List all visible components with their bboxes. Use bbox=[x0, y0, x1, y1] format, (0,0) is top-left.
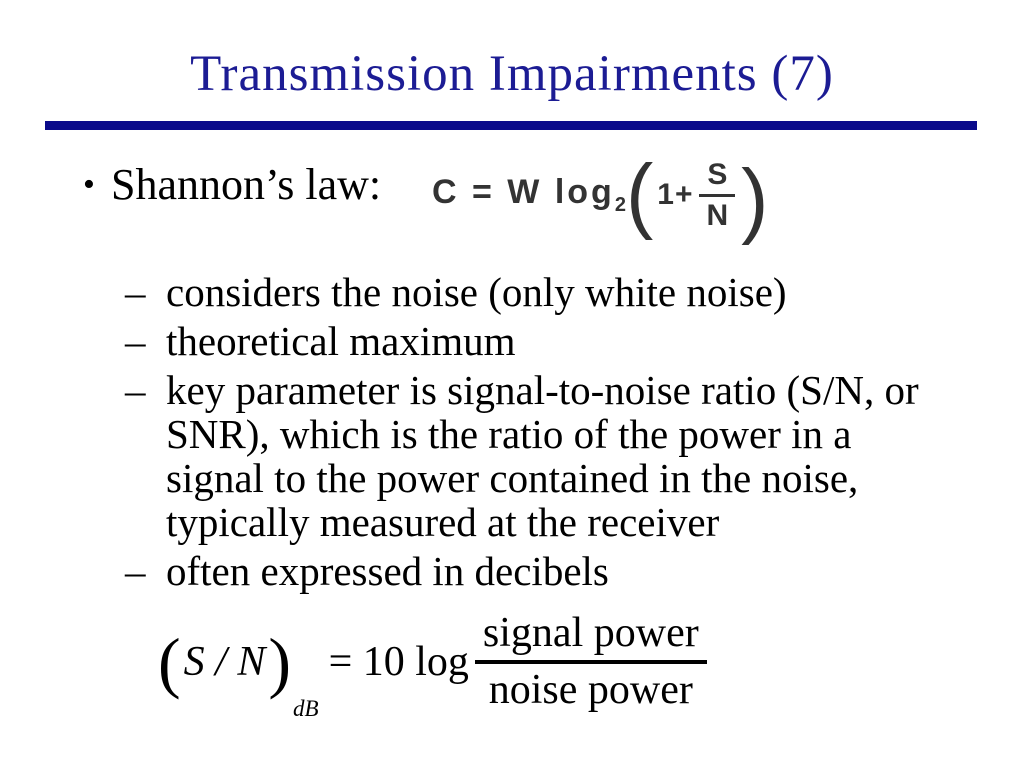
fraction-numerator: signal power bbox=[482, 610, 699, 656]
dash-marker: – bbox=[125, 548, 146, 594]
close-paren: ) bbox=[741, 153, 769, 246]
sn-fraction bbox=[699, 159, 735, 231]
snr-decibel-formula bbox=[158, 610, 707, 722]
dash-marker: – bbox=[125, 318, 146, 364]
sub-bullet-noise bbox=[125, 270, 925, 314]
fraction-denominator: noise power bbox=[488, 667, 693, 714]
open-paren: ( bbox=[158, 623, 181, 700]
sub-bullet-text: often expressed in decibels bbox=[166, 548, 609, 594]
text-line: typically measured at the receiver bbox=[166, 499, 720, 545]
fraction-denominator: N bbox=[706, 198, 729, 232]
dash-marker: – bbox=[125, 269, 146, 315]
bullet-shannons-law bbox=[83, 160, 381, 210]
text-line: signal to the power contained in the noise, bbox=[166, 455, 859, 501]
dash-marker: – bbox=[125, 367, 146, 413]
open-paren: ( bbox=[625, 148, 654, 241]
fraction-numerator: S bbox=[707, 158, 728, 191]
sub-bullet-list bbox=[125, 270, 925, 598]
shannon-capacity-formula bbox=[432, 148, 769, 246]
sub-bullet-text: considers the noise (only white noise) bbox=[166, 269, 787, 315]
bullet-dot-marker: • bbox=[83, 166, 95, 203]
db-subscript: dB bbox=[293, 696, 319, 722]
sub-bullet-decibels bbox=[125, 549, 925, 593]
equals-ten-log: = 10 log bbox=[328, 639, 469, 686]
log-base-subscript: 2 bbox=[614, 193, 626, 216]
sn-ratio-term: S / N bbox=[183, 639, 266, 686]
text-line: key parameter is signal-to-noise ratio (S/N, or bbox=[166, 367, 919, 413]
sub-bullet-text bbox=[166, 368, 925, 544]
bullet-label: Shannon’s law: bbox=[111, 160, 382, 209]
one-plus-term: 1+ bbox=[657, 178, 694, 211]
formula-lhs bbox=[432, 173, 626, 217]
formula-prefix-text: C = W log bbox=[432, 173, 615, 212]
text-line: SNR), which is the ratio of the power in a bbox=[166, 411, 852, 457]
sub-bullet-key-parameter bbox=[125, 368, 925, 544]
power-ratio-fraction bbox=[475, 610, 707, 714]
slide-title: Transmission Impairments (7) bbox=[190, 46, 834, 102]
sub-bullet-theoretical-max bbox=[125, 319, 925, 363]
title-divider bbox=[45, 121, 977, 130]
sub-bullet-text: theoretical maximum bbox=[166, 318, 516, 364]
close-paren: ) bbox=[268, 623, 291, 700]
